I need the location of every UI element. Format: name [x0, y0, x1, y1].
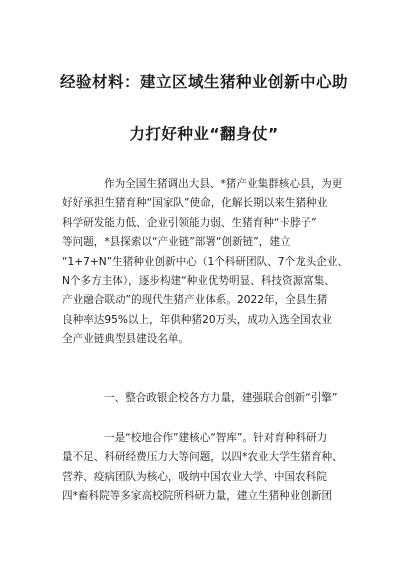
document-title-line-2: 力打好种业“翻身仗” — [129, 125, 279, 143]
text-line: 营养、疫病团队为核心，吸纳中国农业大学、中国农科院 — [62, 470, 327, 483]
text-line: 良种率达95%以上，年供种猪20万头，成功入选全国农业 — [62, 313, 333, 326]
text-line: 等问题，*县探索以“产业链”部署“创新链”，建立 — [62, 236, 291, 249]
text-line: 一是“校地合作”建核心“智库”。针对育种科研力 — [104, 432, 328, 444]
text-line: 产业融合联动”的现代生猪产业体系。2022年，全县生猪 — [62, 294, 328, 307]
text-line: 作为全国生猪调出大县、*猪产业集群核心县，为更 — [104, 178, 343, 190]
section-heading — [62, 389, 350, 408]
paragraph-intro — [62, 175, 350, 350]
document-title-line-1: 经验材料：建立区域生猪种业创新中心助 — [59, 73, 348, 91]
text-line: 四*畜科院等多家高校院所科研力量，建立生猪种业创新团 — [62, 490, 333, 503]
text-line: 科学研发能力低、企业引领能力弱、生猪育种“卡脖子” — [62, 216, 317, 229]
text-line: “1+7+N”生猪种业创新中心（1个科研团队、7个龙头企业、 — [62, 255, 349, 268]
text-line: 量不足、科研经费压力大等问题，以四*农业大学生猪育种、 — [62, 451, 343, 464]
text-line: 好好承担生猪育种“国家队”使命，化解长期以来生猪种业 — [62, 197, 328, 210]
text-line: 全产业链典型县建设名单。 — [62, 333, 190, 346]
text-line: N个多方主体），逐步构建“种业优势明显、科技资源富集、 — [62, 275, 335, 288]
section-heading-text: 一、整合政银企校各方力量，建强联合创新“引擎” — [104, 392, 338, 404]
paragraph-section-one — [62, 429, 350, 507]
